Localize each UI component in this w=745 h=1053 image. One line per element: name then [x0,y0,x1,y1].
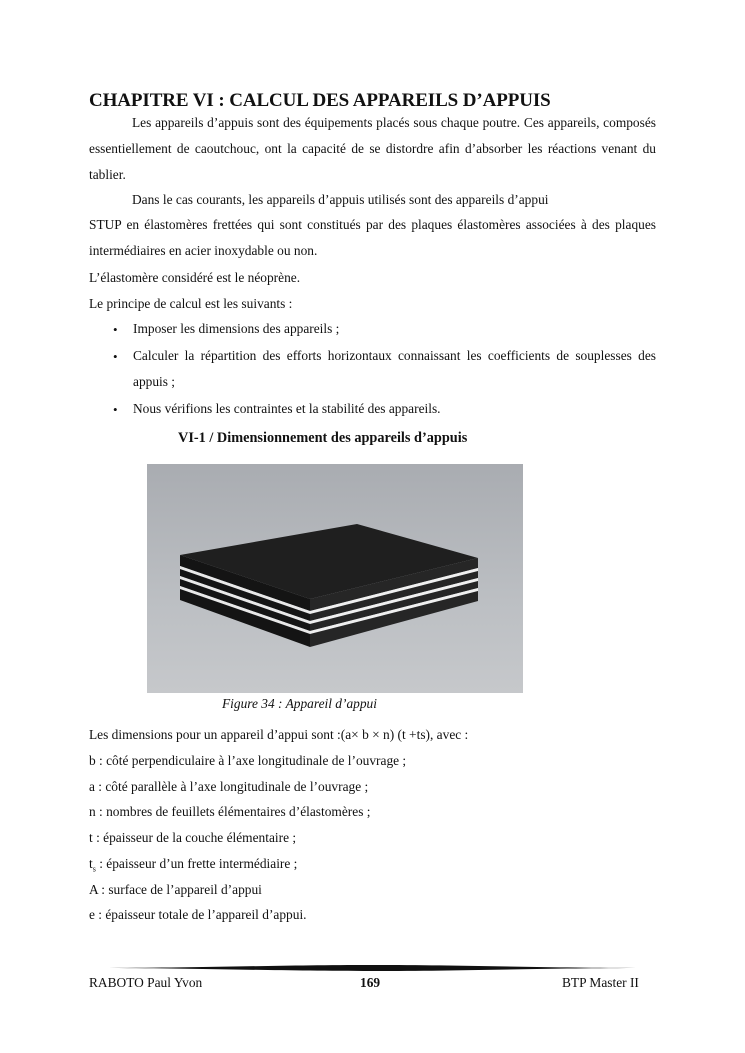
calculation-principle: Le principe de calcul est les suivants : [89,296,293,311]
bullet-marker: • [113,349,118,364]
bullet-marker: • [113,402,118,417]
page-number: 169 [360,975,381,990]
bullet-item-3: Nous vérifions les contraintes et la stabilité des appareils. [133,401,441,416]
intro-paragraph-2-rest: STUP en élastomères frettées qui sont constitués par des plaques élastomères associées à des plaques intermédiaires en acier inoxydable ou non. [89,217,656,258]
figure-caption: Figure 34 : Appareil d’appui [222,696,377,711]
definition-b: b : côté perpendiculaire à l’axe longitudinale de l’ouvrage ; [89,753,407,768]
elastomer-statement: L’élastomère considéré est le néoprène. [89,270,301,285]
definition-ts [89,856,297,874]
ts-text: : épaisseur d’un frette intermédiaire ; [95,856,298,871]
bullet-marker: • [113,322,118,337]
ts-base: t [89,856,93,871]
bullet-item-2: Calculer la répartition des efforts horizontaux connaissant les coefficients de souplesses des appuis ; [133,348,656,389]
definition-a: a : côté parallèle à l’axe longitudinale de l’ouvrage ; [89,779,369,794]
intro-paragraph-2-first-line: Dans le cas courants, les appareils d’appuis utilisés sont des appareils d’appui [132,192,549,207]
definition-A: A : surface de l’appareil d’appui [89,882,262,897]
dimensions-intro: Les dimensions pour un appareil d’appui sont :(a× b × n) (t +ts), avec : [89,727,469,742]
definition-t: t : épaisseur de la couche élémentaire ; [89,830,297,845]
intro-paragraph-1: Les appareils d’appuis sont des équipements placés sous chaque poutre. Ces appareils, composés essentiellement de caoutchouc, ont la capacité de se distordre afin d’absorber les réactions venant du tablier. [89,115,656,182]
bearing-pad-figure [147,464,523,693]
bullet-item-1: Imposer les dimensions des appareils ; [133,321,340,336]
ts-subscript: s [92,864,96,874]
definition-n: n : nombres de feuillets élémentaires d’élastomères ; [89,804,371,819]
footer-program: BTP Master II [562,975,639,990]
definition-e: e : épaisseur totale de l’appareil d’appui. [89,907,307,922]
section-title: VI-1 / Dimensionnement des appareils d’appuis [178,430,468,446]
footer-rule [89,964,656,972]
footer-author: RABOTO Paul Yvon [89,975,203,990]
chapter-title: CHAPITRE VI : CALCUL DES APPAREILS D’APPUIS [89,90,551,111]
